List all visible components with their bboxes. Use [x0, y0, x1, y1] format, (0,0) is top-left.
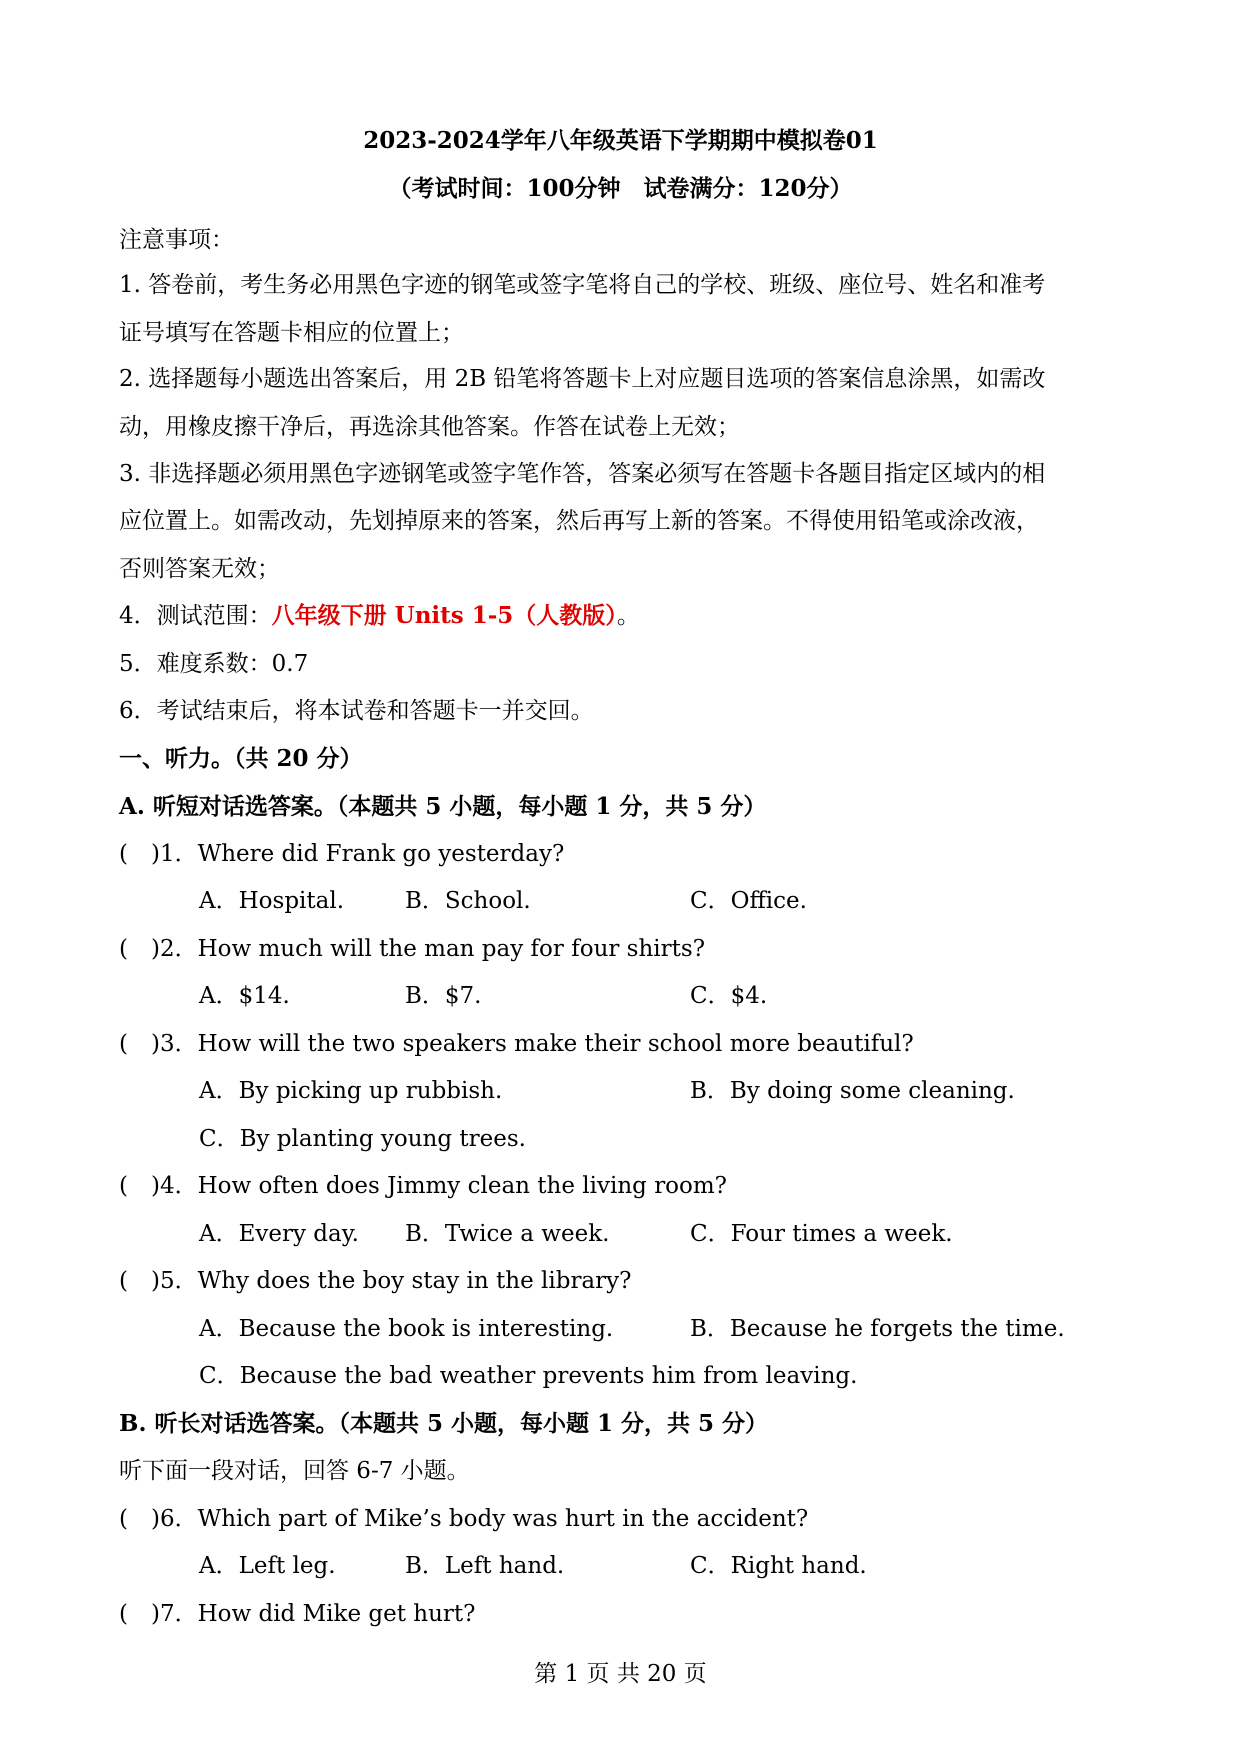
question-stem: ( )3．How will the two speakers make their school more beautiful?: [119, 1031, 914, 1057]
option-b: B．Because he forgets the time.: [690, 1316, 1065, 1342]
notice-item-3-line-2: 应位置上。如需改动，先划掉原来的答案，然后再写上新的答案。不得使用铅笔或涂改液，: [119, 508, 1039, 534]
option-b: B．Left hand.: [405, 1553, 565, 1579]
option-a: A．By picking up rubbish.: [199, 1078, 503, 1104]
question-stem: ( )6．Which part of Mike’s body was hurt in the accident?: [119, 1506, 809, 1532]
exam-title: 2023-2024学年八年级英语下学期期中模拟卷01: [363, 127, 878, 154]
option-c: C．Four times a week.: [690, 1221, 953, 1247]
option-b: B．By doing some cleaning.: [690, 1078, 1015, 1104]
option-a: A．Left leg.: [199, 1553, 336, 1579]
option-c: C．Right hand.: [690, 1553, 867, 1579]
question-stem: ( )7．How did Mike get hurt?: [119, 1601, 476, 1627]
option-a: A．Every day.: [199, 1221, 359, 1247]
option-a: A．$14.: [199, 983, 290, 1009]
option-a: A．Because the book is interesting.: [199, 1316, 614, 1342]
notice-item-3-line-1: 3. 非选择题必须用黑色字迹钢笔或签字笔作答，答案必须写在答题卡各题目指定区域内的相: [119, 461, 1046, 487]
section-listening-heading: 一、听力。（共 20 分）: [119, 745, 363, 772]
part-b-heading: B. 听长对话选答案。（本题共 5 小题，每小题 1 分，共 5 分）: [119, 1410, 769, 1437]
notice-item-4: [119, 597, 640, 630]
notice-item-2-line-1: 2. 选择题每小题选出答案后，用 2B 铅笔将答题卡上对应题目选项的答案信息涂黑，如需改: [119, 366, 1046, 392]
option-c: C．$4.: [690, 983, 768, 1009]
notice-item-4-suffix: 。: [616, 603, 640, 629]
notice-heading: 注意事项：: [119, 227, 234, 253]
notice-item-3-line-3: 否则答案无效；: [119, 556, 280, 582]
question-stem: ( )2．How much will the man pay for four shirts?: [119, 936, 706, 962]
notice-item-5: 5．难度系数：0.7: [119, 651, 309, 677]
option-b: B．Twice a week.: [405, 1221, 610, 1247]
page-number-footer: 第 1 页 共 20 页: [534, 1661, 707, 1687]
exam-subtitle: （考试时间：100分钟 试卷满分：120分）: [388, 175, 853, 202]
notice-item-2-line-2: 动，用橡皮擦干净后，再选涂其他答案。作答在试卷上无效；: [119, 414, 740, 440]
notice-item-4-prefix: 4．测试范围：: [119, 603, 272, 629]
option-b: B．School.: [405, 888, 531, 914]
option-c: C．By planting young trees.: [199, 1126, 526, 1152]
part-b-instruction: 听下面一段对话，回答 6-7 小题。: [119, 1458, 470, 1484]
question-stem: ( )4．How often does Jimmy clean the living room?: [119, 1173, 728, 1199]
part-a-heading: A. 听短对话选答案。（本题共 5 小题，每小题 1 分，共 5 分）: [119, 793, 767, 820]
question-stem: ( )5．Why does the boy stay in the library?: [119, 1268, 632, 1294]
notice-item-6: 6．考试结束后，将本试卷和答题卡一并交回。: [119, 698, 594, 724]
question-stem: ( )1．Where did Frank go yesterday?: [119, 841, 565, 867]
option-c: C．Because the bad weather prevents him from leaving.: [199, 1363, 858, 1389]
test-range: 八年级下册 Units 1-5（人教版）: [271, 602, 617, 629]
option-c: C．Office.: [690, 888, 807, 914]
option-b: B．$7.: [405, 983, 482, 1009]
notice-item-1-line-1: 1. 答卷前，考生务必用黑色字迹的钢笔或签字笔将自己的学校、班级、座位号、姓名和准考: [119, 272, 1046, 298]
notice-item-1-line-2: 证号填写在答题卡相应的位置上；: [119, 320, 464, 346]
option-a: A．Hospital.: [199, 888, 345, 914]
